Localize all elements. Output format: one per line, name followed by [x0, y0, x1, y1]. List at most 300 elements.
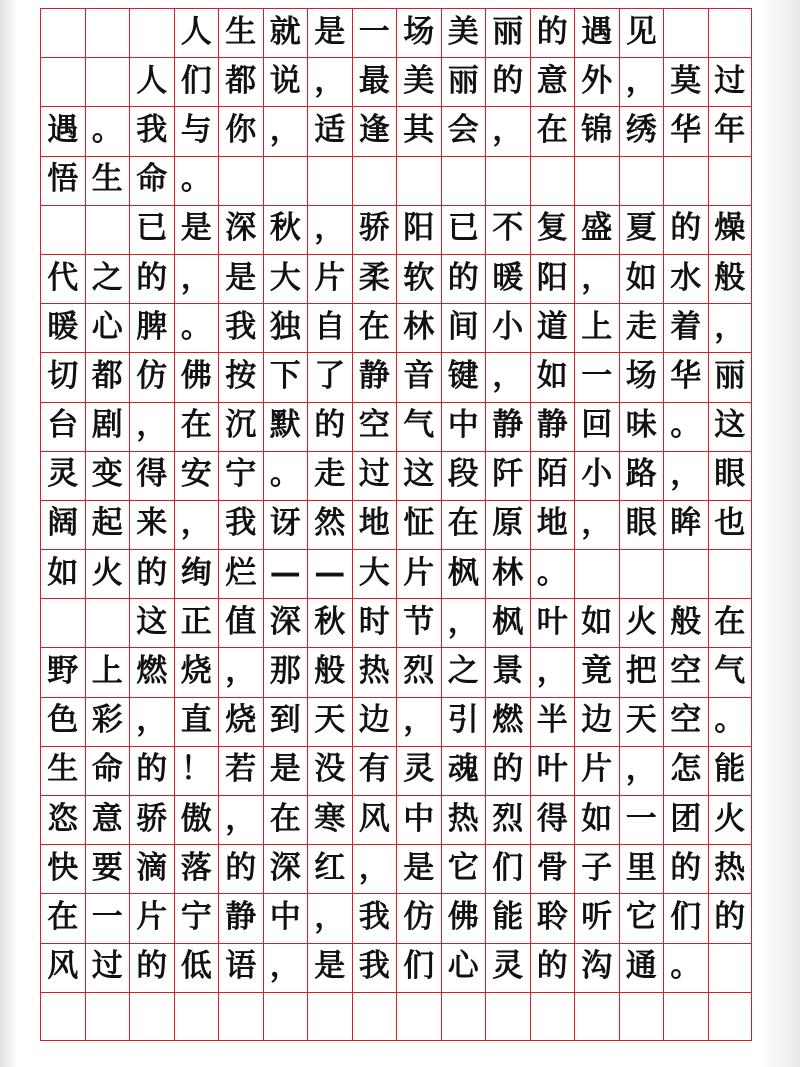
grid-cell-empty — [619, 156, 664, 205]
grid-cell-char — [574, 57, 619, 106]
grid-cell-glyph: 秋 — [314, 603, 346, 640]
grid-cell-char — [174, 647, 219, 696]
grid-cell-char — [40, 303, 85, 352]
grid-cell-glyph: 我 — [225, 505, 257, 542]
grid-cell-glyph: 般 — [670, 603, 702, 640]
grid-cell-glyph: 在 — [536, 111, 568, 148]
grid-cell-glyph: 在 — [447, 505, 479, 542]
grid-cell-glyph: 通 — [625, 948, 657, 985]
grid-cell-glyph: 恣 — [47, 800, 79, 837]
grid-cell-glyph: 片 — [314, 259, 346, 296]
grid-cell-char — [574, 647, 619, 696]
grid-cell-glyph: 小 — [581, 456, 613, 493]
grid-cell-char — [307, 943, 352, 992]
grid-cell-empty — [441, 156, 486, 205]
grid-cell-glyph: 骄 — [136, 800, 168, 837]
grid-cell-char — [574, 254, 619, 303]
grid-cell-empty — [619, 992, 664, 1041]
grid-cell-glyph: 地 — [358, 505, 390, 542]
grid-cell-char — [485, 746, 530, 795]
grid-cell-empty — [40, 598, 85, 647]
grid-cell-glyph: 野 — [47, 653, 79, 690]
grid-cell-char — [129, 451, 174, 500]
grid-cell-glyph: 边 — [581, 702, 613, 739]
grid-cell-glyph: 道 — [536, 308, 568, 345]
grid-cell-char — [307, 697, 352, 746]
grid-cell-char — [218, 500, 263, 549]
grid-cell-glyph: 了 — [314, 357, 346, 394]
grid-cell-char — [174, 254, 219, 303]
grid-row — [40, 205, 752, 254]
grid-cell-char — [485, 697, 530, 746]
grid-cell-char — [218, 746, 263, 795]
grid-cell-glyph: 直 — [180, 702, 212, 739]
grid-cell-char — [352, 746, 397, 795]
grid-cell-char — [441, 303, 486, 352]
grid-cell-glyph: 外 — [581, 62, 613, 99]
grid-cell-glyph: 中 — [269, 898, 301, 935]
grid-cell-char — [619, 352, 664, 401]
grid-cell-char — [129, 893, 174, 942]
grid-cell-char — [485, 205, 530, 254]
grid-cell-char — [485, 893, 530, 942]
grid-cell-char — [129, 254, 174, 303]
grid-cell-glyph: 们 — [492, 849, 524, 886]
grid-cell-glyph: 天 — [625, 702, 657, 739]
grid-cell-char — [530, 57, 575, 106]
grid-cell-glyph: 竟 — [581, 653, 613, 690]
grid-cell-char — [174, 549, 219, 598]
grid-cell-char — [663, 844, 708, 893]
grid-cell-char — [263, 8, 308, 57]
grid-cell-empty — [663, 992, 708, 1041]
grid-cell-glyph: 能 — [714, 751, 746, 788]
grid-cell-char — [85, 549, 130, 598]
grid-cell-char — [40, 451, 85, 500]
grid-cell-empty — [307, 156, 352, 205]
grid-row — [40, 844, 752, 893]
grid-cell-glyph: 场 — [403, 13, 435, 50]
grid-cell-glyph: 时 — [358, 603, 390, 640]
grid-cell-empty — [307, 992, 352, 1041]
grid-cell-char — [396, 598, 441, 647]
grid-cell-glyph: 陌 — [536, 456, 568, 493]
grid-cell-char — [485, 402, 530, 451]
grid-cell-char — [708, 254, 753, 303]
grid-cell-empty — [218, 156, 263, 205]
grid-cell-glyph: 段 — [447, 456, 479, 493]
grid-cell-char — [663, 303, 708, 352]
grid-cell-char — [619, 844, 664, 893]
grid-cell-glyph: 得 — [136, 456, 168, 493]
grid-cell-char — [396, 943, 441, 992]
grid-cell-glyph: 枫 — [447, 554, 479, 591]
grid-cell-char — [218, 549, 263, 598]
grid-cell-char — [663, 205, 708, 254]
grid-cell-glyph: 骄 — [358, 210, 390, 247]
grid-cell-glyph: 台 — [47, 407, 79, 444]
grid-cell-empty — [352, 992, 397, 1041]
grid-cell-glyph: 里 — [625, 849, 657, 886]
grid-cell-char — [218, 106, 263, 155]
grid-cell-char — [530, 106, 575, 155]
grid-cell-empty — [40, 992, 85, 1041]
grid-cell-glyph: 这 — [136, 603, 168, 640]
grid-cell-glyph: ， — [180, 259, 212, 296]
grid-cell-char — [574, 303, 619, 352]
grid-cell-glyph: 如 — [581, 800, 613, 837]
grid-cell-glyph: 林 — [492, 554, 524, 591]
grid-cell-glyph: 如 — [536, 357, 568, 394]
grid-cell-char — [174, 402, 219, 451]
grid-row — [40, 402, 752, 451]
grid-cell-char — [441, 647, 486, 696]
grid-cell-glyph: 的 — [136, 259, 168, 296]
grid-cell-char — [263, 106, 308, 155]
grid-row — [40, 943, 752, 992]
grid-cell-glyph: 那 — [269, 653, 301, 690]
grid-cell-glyph: 遇 — [581, 13, 613, 50]
grid-cell-glyph: 若 — [225, 751, 257, 788]
grid-cell-glyph: 就 — [269, 13, 301, 50]
grid-cell-char — [619, 647, 664, 696]
grid-cell-char — [174, 746, 219, 795]
grid-cell-glyph: ， — [536, 653, 568, 690]
grid-cell-empty — [129, 992, 174, 1041]
grid-cell-glyph: 如 — [625, 259, 657, 296]
grid-cell-glyph: 们 — [403, 948, 435, 985]
grid-cell-char — [574, 697, 619, 746]
grid-cell-glyph: 红 — [314, 849, 346, 886]
grid-cell-glyph: 丽 — [492, 13, 524, 50]
grid-cell-char — [485, 795, 530, 844]
grid-cell-glyph: ， — [136, 702, 168, 739]
grid-cell-glyph: ， — [225, 653, 257, 690]
grid-row — [40, 156, 752, 205]
grid-cell-char — [40, 893, 85, 942]
grid-cell-glyph: 剧 — [91, 407, 123, 444]
grid-cell-glyph: 阳 — [403, 210, 435, 247]
grid-cell-glyph: 热 — [447, 800, 479, 837]
grid-cell-glyph: 火 — [625, 603, 657, 640]
grid-cell-char — [441, 697, 486, 746]
grid-cell-char — [174, 844, 219, 893]
grid-cell-char — [441, 352, 486, 401]
grid-cell-char — [441, 844, 486, 893]
grid-cell-glyph: 在 — [47, 898, 79, 935]
grid-cell-empty — [40, 8, 85, 57]
grid-cell-glyph: 的 — [136, 554, 168, 591]
grid-cell-glyph: 场 — [625, 357, 657, 394]
grid-cell-char — [218, 57, 263, 106]
grid-cell-char — [485, 943, 530, 992]
grid-cell-glyph: 佛 — [180, 357, 212, 394]
grid-cell-char — [441, 205, 486, 254]
grid-cell-char — [708, 795, 753, 844]
grid-cell-glyph: 生 — [47, 751, 79, 788]
grid-cell-char — [396, 500, 441, 549]
grid-cell-char — [174, 156, 219, 205]
grid-cell-glyph: 一 — [358, 13, 390, 50]
grid-cell-char — [574, 795, 619, 844]
grid-cell-char — [174, 943, 219, 992]
grid-cell-char — [530, 549, 575, 598]
grid-cell-glyph: 们 — [670, 898, 702, 935]
grid-cell-char — [530, 500, 575, 549]
grid-cell-char — [574, 746, 619, 795]
grid-cell-glyph: 值 — [225, 603, 257, 640]
grid-cell-glyph: 正 — [180, 603, 212, 640]
grid-cell-glyph: 味 — [625, 407, 657, 444]
grid-cell-glyph: 般 — [314, 653, 346, 690]
grid-cell-empty — [396, 992, 441, 1041]
grid-cell-empty — [574, 549, 619, 598]
grid-cell-char — [574, 205, 619, 254]
grid-cell-char — [441, 500, 486, 549]
grid-cell-char — [663, 943, 708, 992]
grid-cell-glyph: 。 — [536, 554, 568, 591]
grid-cell-char — [441, 795, 486, 844]
grid-cell-char — [85, 795, 130, 844]
grid-cell-char — [708, 205, 753, 254]
grid-cell-empty — [85, 992, 130, 1041]
grid-cell-char — [352, 352, 397, 401]
grid-cell-empty — [396, 156, 441, 205]
grid-cell-glyph: 燥 — [714, 210, 746, 247]
grid-cell-glyph: 深 — [225, 210, 257, 247]
grid-cell-char — [485, 57, 530, 106]
grid-cell-char — [218, 352, 263, 401]
grid-cell-empty — [708, 156, 753, 205]
grid-cell-char — [218, 844, 263, 893]
grid-cell-glyph: 的 — [536, 13, 568, 50]
grid-cell-char — [129, 549, 174, 598]
grid-cell-char — [174, 303, 219, 352]
grid-cell-empty — [441, 992, 486, 1041]
grid-cell-glyph: 火 — [714, 800, 746, 837]
grid-cell-char — [574, 893, 619, 942]
grid-cell-glyph: 复 — [536, 210, 568, 247]
grid-cell-glyph: 。 — [180, 308, 212, 345]
grid-cell-char — [40, 844, 85, 893]
grid-cell-char — [263, 57, 308, 106]
grid-cell-glyph: 这 — [403, 456, 435, 493]
grid-row — [40, 893, 752, 942]
grid-cell-char — [485, 844, 530, 893]
grid-cell-glyph: 命 — [136, 161, 168, 198]
grid-cell-char — [174, 352, 219, 401]
grid-cell-char — [574, 943, 619, 992]
grid-cell-char — [619, 402, 664, 451]
grid-cell-glyph: 大 — [358, 554, 390, 591]
grid-cell-glyph: 美 — [447, 13, 479, 50]
grid-cell-char — [619, 205, 664, 254]
grid-cell-glyph: 如 — [47, 554, 79, 591]
grid-cell-glyph: ， — [492, 357, 524, 394]
grid-cell-glyph: 得 — [536, 800, 568, 837]
grid-cell-glyph: 脾 — [136, 308, 168, 345]
grid-cell-glyph: ， — [314, 210, 346, 247]
grid-cell-glyph: 片 — [581, 751, 613, 788]
grid-row — [40, 549, 752, 598]
grid-cell-glyph: 气 — [403, 407, 435, 444]
grid-cell-char — [663, 795, 708, 844]
grid-cell-glyph: 天 — [314, 702, 346, 739]
grid-cell-glyph: 暖 — [492, 259, 524, 296]
grid-cell-glyph: 魂 — [447, 751, 479, 788]
grid-cell-char — [352, 402, 397, 451]
grid-cell-char — [708, 598, 753, 647]
grid-row — [40, 106, 752, 155]
grid-cell-char — [619, 795, 664, 844]
grid-cell-char — [396, 893, 441, 942]
grid-cell-glyph: 其 — [403, 111, 435, 148]
grid-cell-glyph: 音 — [403, 357, 435, 394]
grid-cell-char — [619, 746, 664, 795]
grid-cell-char — [85, 746, 130, 795]
grid-cell-glyph: 回 — [581, 407, 613, 444]
grid-cell-char — [263, 402, 308, 451]
grid-cell-char — [129, 205, 174, 254]
grid-cell-empty — [574, 156, 619, 205]
grid-cell-glyph: 过 — [714, 62, 746, 99]
grid-cell-char — [708, 402, 753, 451]
grid-cell-glyph: 过 — [358, 456, 390, 493]
grid-cell-glyph: 在 — [714, 603, 746, 640]
grid-cell-glyph: 佛 — [447, 898, 479, 935]
grid-cell-glyph: 。 — [714, 702, 746, 739]
grid-cell-glyph: 节 — [403, 603, 435, 640]
grid-cell-char — [530, 254, 575, 303]
grid-cell-char — [218, 893, 263, 942]
grid-cell-glyph: 都 — [225, 62, 257, 99]
grid-cell-glyph: 烈 — [492, 800, 524, 837]
grid-cell-glyph: 能 — [492, 898, 524, 935]
grid-cell-char — [85, 697, 130, 746]
grid-cell-glyph: 团 — [670, 800, 702, 837]
grid-cell-char — [396, 8, 441, 57]
grid-cell-glyph: 要 — [91, 849, 123, 886]
grid-cell-glyph: 燃 — [492, 702, 524, 739]
grid-cell-char — [530, 943, 575, 992]
grid-cell-glyph: 空 — [670, 653, 702, 690]
grid-cell-glyph: 宁 — [225, 456, 257, 493]
grid-cell-char — [574, 8, 619, 57]
grid-cell-char — [619, 598, 664, 647]
grid-cell-glyph: 变 — [91, 456, 123, 493]
grid-cell-char — [574, 402, 619, 451]
grid-cell-char — [307, 746, 352, 795]
grid-cell-char — [441, 598, 486, 647]
grid-cell-char — [352, 106, 397, 155]
grid-cell-glyph: 灵 — [403, 751, 435, 788]
grid-cell-glyph: ， — [180, 505, 212, 542]
grid-cell-glyph: 烂 — [225, 554, 257, 591]
grid-cell-char — [218, 598, 263, 647]
grid-cell-glyph: 上 — [581, 308, 613, 345]
grid-cell-char — [218, 254, 263, 303]
grid-cell-char — [40, 647, 85, 696]
grid-cell-glyph: 心 — [447, 948, 479, 985]
grid-cell-glyph: 在 — [180, 407, 212, 444]
grid-cell-char — [619, 106, 664, 155]
grid-cell-char — [485, 598, 530, 647]
grid-cell-char — [396, 352, 441, 401]
grid-cell-char — [307, 402, 352, 451]
grid-cell-glyph: 。 — [269, 456, 301, 493]
grid-cell-char — [530, 402, 575, 451]
grid-cell-glyph: 静 — [536, 407, 568, 444]
grid-cell-glyph: 灵 — [47, 456, 79, 493]
grid-cell-glyph: 莫 — [670, 62, 702, 99]
grid-cell-glyph: 人 — [180, 13, 212, 50]
grid-cell-char — [574, 500, 619, 549]
grid-cell-char — [352, 598, 397, 647]
grid-cell-glyph: 的 — [670, 849, 702, 886]
grid-cell-glyph: ， — [670, 456, 702, 493]
grid-cell-glyph: 切 — [47, 357, 79, 394]
grid-cell-char — [396, 844, 441, 893]
grid-cell-char — [40, 352, 85, 401]
grid-cell-glyph: 。 — [91, 111, 123, 148]
grid-cell-char — [663, 746, 708, 795]
grid-cell-glyph: 子 — [581, 849, 613, 886]
grid-cell-char — [530, 598, 575, 647]
grid-cell-char — [485, 254, 530, 303]
grid-cell-char — [663, 254, 708, 303]
grid-cell-char — [530, 795, 575, 844]
grid-cell-char — [307, 254, 352, 303]
grid-cell-char — [441, 746, 486, 795]
grid-cell-glyph: 这 — [714, 407, 746, 444]
grid-cell-glyph: 静 — [492, 407, 524, 444]
grid-cell-glyph: 生 — [225, 13, 257, 50]
grid-row — [40, 57, 752, 106]
grid-cell-glyph: 中 — [403, 800, 435, 837]
grid-cell-char — [441, 254, 486, 303]
grid-cell-glyph: 最 — [358, 62, 390, 99]
grid-cell-glyph: 是 — [403, 849, 435, 886]
grid-cell-glyph: 我 — [225, 308, 257, 345]
grid-cell-empty — [708, 943, 753, 992]
grid-cell-glyph: 空 — [358, 407, 390, 444]
grid-cell-char — [708, 57, 753, 106]
grid-cell-char — [174, 451, 219, 500]
grid-cell-char — [307, 8, 352, 57]
grid-cell-glyph: 也 — [714, 505, 746, 542]
grid-cell-glyph: 的 — [225, 849, 257, 886]
grid-cell-glyph: 过 — [91, 948, 123, 985]
grid-cell-char — [530, 844, 575, 893]
grid-cell-glyph: 片 — [136, 898, 168, 935]
grid-cell-char — [307, 451, 352, 500]
grid-cell-glyph: 们 — [180, 62, 212, 99]
grid-cell-glyph: 键 — [447, 357, 479, 394]
grid-cell-glyph: 走 — [314, 456, 346, 493]
grid-row — [40, 451, 752, 500]
grid-cell-char — [352, 8, 397, 57]
grid-cell-glyph: 在 — [269, 800, 301, 837]
grid-cell-char — [441, 402, 486, 451]
grid-cell-glyph: 寒 — [314, 800, 346, 837]
grid-cell-char — [441, 943, 486, 992]
grid-cell-char — [396, 106, 441, 155]
grid-cell-char — [263, 697, 308, 746]
grid-cell-glyph: ， — [269, 948, 301, 985]
grid-cell-glyph: 华 — [670, 111, 702, 148]
grid-cell-glyph: 滴 — [136, 849, 168, 886]
grid-cell-glyph: ！ — [180, 751, 212, 788]
